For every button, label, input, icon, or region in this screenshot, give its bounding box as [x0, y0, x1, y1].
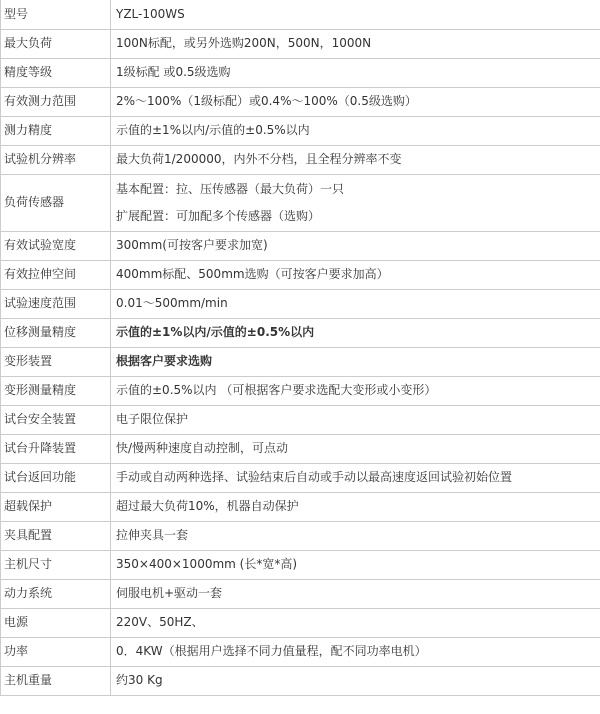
row-stretch-space: [1, 260, 600, 289]
label-displacement-accuracy: 位移测量精度: [1, 318, 111, 347]
value-overload-protection: 超过最大负荷10%，机器自动保护: [111, 492, 600, 521]
value-weight: 约30 Kg: [111, 666, 600, 695]
label-force-accuracy: 测力精度: [1, 116, 111, 145]
row-load-sensor: [1, 174, 600, 231]
value-load-sensor-basic: 基本配置：拉、压传感器（最大负荷）一只: [116, 181, 345, 196]
row-resolution: [1, 145, 600, 174]
value-speed-range: 0.01～500mm/min: [111, 289, 600, 318]
label-overload-protection: 超载保护: [1, 492, 111, 521]
label-speed-range: 试验速度范围: [1, 289, 111, 318]
value-return-function: 手动或自动两种选择、试验结束后自动或手动以最高速度返回试验初始位置: [111, 463, 600, 492]
label-resolution: 试验机分辨率: [1, 145, 111, 174]
row-max-load: [1, 29, 600, 58]
row-speed-range: [1, 289, 600, 318]
label-accuracy-class: 精度等级: [1, 58, 111, 87]
row-displacement-accuracy: [1, 318, 600, 347]
label-dimensions: 主机尺寸: [1, 550, 111, 579]
row-overload-protection: [1, 492, 600, 521]
label-power-rating: 功率: [1, 637, 111, 666]
row-model: [1, 0, 600, 29]
label-power-supply: 电源: [1, 608, 111, 637]
label-return-function: 试台返回功能: [1, 463, 111, 492]
value-max-load: 100N标配，或另外选购200N，500N，1000N: [111, 29, 600, 58]
value-stretch-space: 400mm标配、500mm选购（可按客户要求加高）: [111, 260, 600, 289]
value-accuracy-class: 1级标配 或0.5级选购: [111, 58, 600, 87]
value-force-accuracy: 示值的±1%以内/示值的±0.5%以内: [111, 116, 600, 145]
row-accuracy-class: [1, 58, 600, 87]
value-dimensions: 350×400×1000mm (长*宽*高): [111, 550, 600, 579]
value-displacement-accuracy: 示值的±1%以内/示值的±0.5%以内: [111, 318, 600, 347]
label-load-sensor: 负荷传感器: [1, 174, 111, 231]
label-deformation-accuracy: 变形测量精度: [1, 376, 111, 405]
label-weight: 主机重量: [1, 666, 111, 695]
row-power-rating: [1, 637, 600, 666]
value-deformation-accuracy: 示值的±0.5%以内 （可根据客户要求选配大变形或小变形）: [111, 376, 600, 405]
row-safety-device: [1, 405, 600, 434]
label-model: 型号: [1, 0, 111, 29]
label-power-system: 动力系统: [1, 579, 111, 608]
label-fixture: 夹具配置: [1, 521, 111, 550]
label-lift-device: 试台升降装置: [1, 434, 111, 463]
row-power-supply: [1, 608, 600, 637]
value-fixture: 拉伸夹具一套: [111, 521, 600, 550]
value-resolution: 最大负荷1/200000，内外不分档，且全程分辨率不变: [111, 145, 600, 174]
label-safety-device: 试台安全装置: [1, 405, 111, 434]
label-stretch-space: 有效拉伸空间: [1, 260, 111, 289]
label-force-range: 有效测力范围: [1, 87, 111, 116]
row-lift-device: [1, 434, 600, 463]
value-lift-device: 快/慢两种速度自动控制，可点动: [111, 434, 600, 463]
row-deformation-device: [1, 347, 600, 376]
value-deformation-device: 根据客户要求选购: [111, 347, 600, 376]
value-power-supply: 220V、50HZ、: [111, 608, 600, 637]
row-test-width: [1, 231, 600, 260]
row-deformation-accuracy: [1, 376, 600, 405]
value-load-sensor: [111, 174, 600, 231]
row-weight: [1, 666, 600, 695]
value-power-rating: 0．4KW（根据用户选择不同力值量程，配不同功率电机）: [111, 637, 600, 666]
row-fixture: [1, 521, 600, 550]
row-return-function: [1, 463, 600, 492]
value-force-range: 2%～100%（1级标配）或0.4%～100%（0.5级选购）: [111, 87, 600, 116]
row-dimensions: [1, 550, 600, 579]
value-test-width: 300mm(可按客户要求加宽): [111, 231, 600, 260]
value-power-system: 伺服电机+驱动一套: [111, 579, 600, 608]
row-power-system: [1, 579, 600, 608]
label-max-load: 最大负荷: [1, 29, 111, 58]
label-test-width: 有效试验宽度: [1, 231, 111, 260]
value-load-sensor-extended: 扩展配置：可加配多个传感器（选购）: [116, 208, 321, 223]
label-deformation-device: 变形装置: [1, 347, 111, 376]
row-force-accuracy: [1, 116, 600, 145]
value-safety-device: 电子限位保护: [111, 405, 600, 434]
value-model: YZL-100WS: [111, 0, 600, 29]
row-force-range: [1, 87, 600, 116]
